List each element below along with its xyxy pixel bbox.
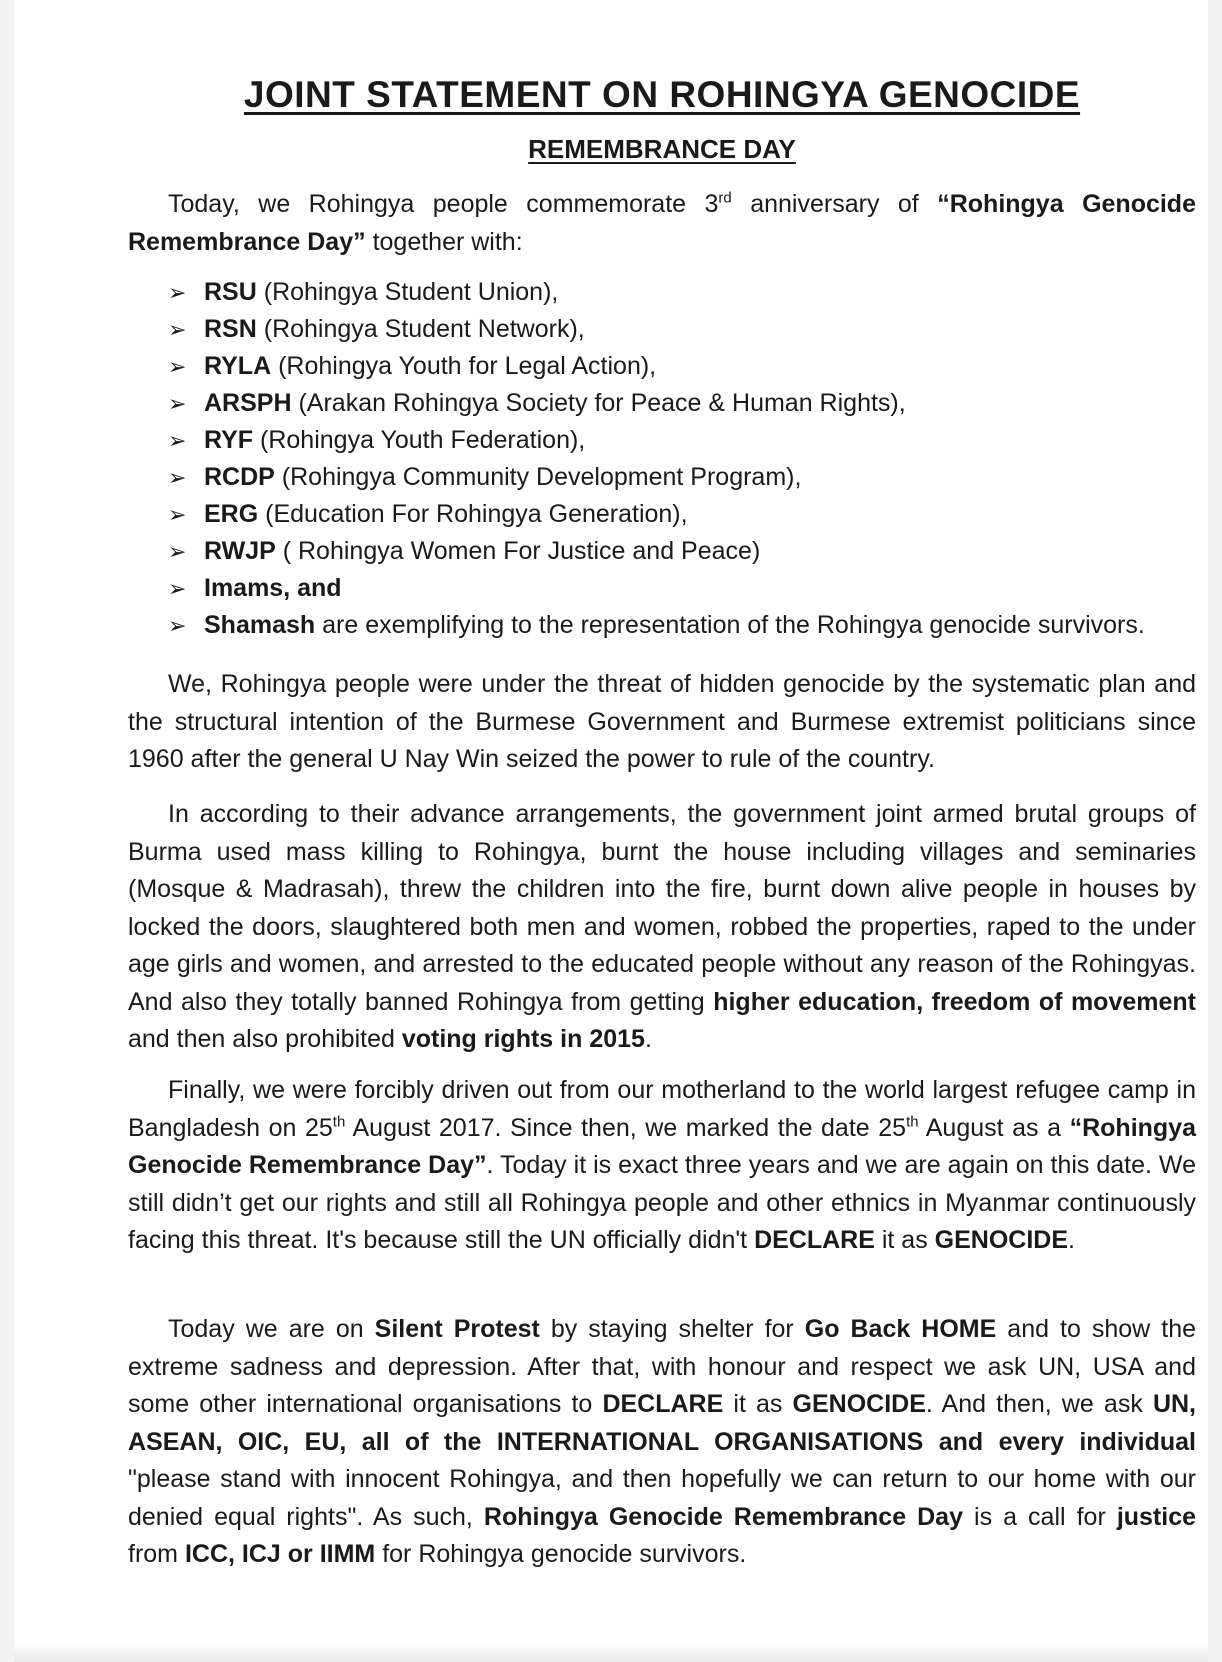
arrow-bullet-icon: ➢ [168,428,187,453]
document-page [14,0,1208,1662]
para4-bold-1: Silent Protest [374,1315,540,1343]
org-abbreviation: RSU [204,278,257,306]
para3-ordinal-1: th [332,1113,346,1131]
para4-bold-5: UN, ASEAN, OIC, EU, all of the INTERNATIONAL ORGANISATIONS and every individual [128,1390,1196,1456]
list-item [168,533,1145,570]
para4-bold-8: ICC, ICJ or IIMM [184,1540,376,1568]
org-abbreviation: Shamash [204,611,316,639]
org-abbreviation: RCDP [204,463,275,491]
arrow-bullet-icon: ➢ [168,465,187,490]
org-description: (Rohingya Student Union), [256,278,559,306]
arrow-bullet-icon: ➢ [168,576,187,601]
para4-text-2: by staying shelter for [539,1315,805,1343]
list-item [168,422,1145,459]
para3-ordinal-2: th [906,1113,919,1131]
para4-text-5: . And then, we ask [925,1390,1153,1418]
para3-text-6: . [1068,1226,1075,1254]
paragraph-atrocities [128,796,1196,1059]
org-abbreviation: RSN [204,315,257,343]
intro-ordinal-suffix: rd [718,189,732,207]
org-description: (Arakan Rohingya Society for Peace & Human Rights), [291,389,906,417]
list-item [168,385,1145,422]
organisation-list [168,274,1145,644]
org-abbreviation: Imams, and [204,574,342,602]
para4-bold-6: Rohingya Genocide Remembrance Day [483,1502,963,1531]
para2-text-2: and then also prohibited [128,1025,402,1053]
list-item [168,496,1145,533]
para4-text-4: it as [723,1390,793,1418]
subtitle-text: REMEMBRANCE DAY [528,134,796,164]
list-item [168,570,1145,607]
list-item [168,274,1145,311]
para2-bold-2: voting rights in 2015 [401,1025,645,1053]
arrow-bullet-icon: ➢ [168,502,187,527]
para4-text-8: from [128,1540,185,1568]
para2-text-1: In according to their advance arrangements, the government joint armed brutal groups of Burma used mass killing to Rohingya, burnt the house including villages and seminaries (Mosque & Madrasah), threw the children into the fire, burnt down alive people in houses by locked the doors, slaughtered both men and women, robbed the properties, raped to the under age girls and women, and arrested to the educated people without any reason of the Rohingyas. And also they totally banned Rohingya from getting [128,800,1196,1016]
paragraph-hidden-genocide: We, Rohingya people were under the threat of hidden genocide by the systematic plan and the structural intention of the Burmese Government and Burmese extremist politicians since 1960 after the general U Nay Win seized the power to rule of the country. [128,670,1196,773]
org-abbreviation: RWJP [204,537,276,565]
org-description: (Rohingya Youth for Legal Action), [271,352,657,380]
para4-bold-7: justice [1116,1502,1197,1531]
para3-bold-2: DECLARE [754,1226,875,1254]
intro-text-3: together with: [365,227,523,256]
arrow-bullet-icon: ➢ [168,613,187,638]
org-description: (Education For Rohingya Generation), [258,500,688,528]
list-item [168,348,1145,385]
intro-paragraph [128,186,1196,261]
org-description: (Rohingya Youth Federation), [253,426,586,454]
para4-text-6: "please stand with innocent Rohingya, and then hopefully we can return to our home with our denied equal rights". As such, [128,1465,1196,1531]
org-description: ( Rohingya Women For Justice and Peace) [275,537,761,565]
para3-bold-3: GENOCIDE [934,1226,1069,1254]
document-subtitle [128,134,1196,165]
org-description: (Rohingya Community Development Program), [274,463,802,491]
org-description: are exemplifying to the representation of the Rohingya genocide survivors. [315,611,1145,639]
para4-bold-2: Go Back HOME [804,1315,997,1343]
para3-text-3: August as a [918,1113,1070,1142]
para2-text-3: . [644,1025,652,1053]
paragraph-silent-protest [128,1311,1196,1574]
para4-text-3: and to show the extreme sadness and depression. After that, with honour and respect we ask UN, USA and some other international organisations to [128,1315,1196,1418]
intro-event-name: “Rohingya Genocide Remembrance Day” [128,190,1196,256]
arrow-bullet-icon: ➢ [168,317,187,342]
para4-text-9: for Rohingya genocide survivors. [375,1540,747,1568]
list-item [168,311,1145,348]
para3-text-5: it as [874,1226,935,1254]
org-description: (Rohingya Student Network), [256,315,585,343]
arrow-bullet-icon: ➢ [168,391,187,416]
para4-text-1: Today we are on [168,1315,375,1343]
arrow-bullet-icon: ➢ [168,354,187,379]
intro-text-1: Today, we Rohingya people commemorate 3 [168,190,719,218]
para3-bold-1: “Rohingya Genocide Remembrance Day” [128,1113,1196,1179]
org-abbreviation: ERG [204,500,259,528]
para3-text-4: . Today it is exact three years and we are again on this date. We still didn’t get our rights and still all Rohingya people and other ethnics in Myanmar continuously facing this threat. It's because still the UN officially didn't [128,1151,1196,1254]
para2-bold-1: higher education, freedom of movement [713,987,1196,1016]
arrow-bullet-icon: ➢ [168,280,187,305]
document-title [128,74,1196,116]
paragraph-displacement [128,1072,1196,1260]
org-abbreviation: RYF [204,426,254,454]
org-abbreviation: ARSPH [204,389,292,417]
para3-text-1: Finally, we were forcibly driven out from our motherland to the world largest refugee camp in Bangladesh on 25 [128,1076,1196,1142]
list-item [168,607,1145,644]
para4-bold-3: DECLARE [602,1390,724,1418]
arrow-bullet-icon: ➢ [168,539,187,564]
para4-text-7: is a call for [963,1502,1117,1531]
para3-text-2: August 2017. Since then, we marked the date 25 [345,1113,907,1142]
intro-text-2: anniversary of [731,190,938,218]
para4-bold-4: GENOCIDE [792,1390,926,1418]
list-item [168,459,1145,496]
title-text: JOINT STATEMENT ON ROHINGYA GENOCIDE [243,74,1081,115]
org-abbreviation: RYLA [204,352,272,380]
